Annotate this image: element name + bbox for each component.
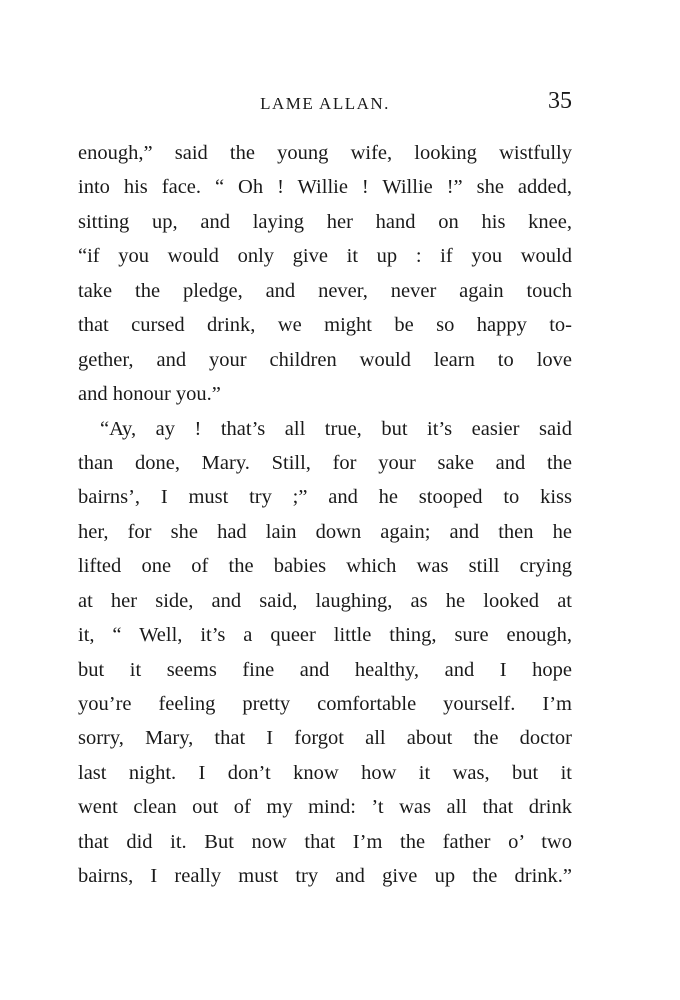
text-line: at her side, and said, laughing, as he looked at <box>78 589 572 612</box>
text-line: last night. I don’t know how it was, but it <box>78 761 572 784</box>
text-line: you’re feeling pretty comfortable yourself. I’m <box>78 693 572 715</box>
text-line: into his face. “ Oh ! Willie ! Willie !” she added, <box>78 176 572 199</box>
text-line: that cursed drink, we might be so happy to- <box>78 314 572 337</box>
text-line: went clean out of my mind: ’t was all that drink <box>78 796 572 819</box>
text-line: but it seems fine and healthy, and I hope <box>78 658 572 681</box>
text-line: bairns, I really must try and give up the drink.” <box>78 865 572 888</box>
text-line: take the pledge, and never, never again touch <box>78 279 572 302</box>
text-line: that did it. But now that I’m the father o’ two <box>78 830 572 853</box>
text-line: it, “ Well, it’s a queer little thing, sure enough, <box>78 624 572 647</box>
text-line: bairns’, I must try ;” and he stooped to kiss <box>78 486 572 509</box>
running-title: LAME ALLAN. <box>260 94 390 113</box>
text-line: gether, and your children would learn to love <box>78 348 572 371</box>
text-line: and honour you.” <box>78 383 221 406</box>
text-line: than done, Mary. Still, for your sake and the <box>78 451 572 474</box>
text-line: sitting up, and laying her hand on his knee, <box>78 210 572 233</box>
running-head <box>78 88 572 118</box>
text-line: lifted one of the babies which was still crying <box>78 555 572 578</box>
text-line: sorry, Mary, that I forgot all about the doctor <box>78 727 572 750</box>
text-line: “Ay, ay ! that’s all true, but it’s easier said <box>100 417 572 440</box>
body-text <box>78 136 572 894</box>
text-line: enough,” said the young wife, looking wistfully <box>78 142 572 164</box>
text-line: her, for she had lain down again; and then he <box>78 520 572 543</box>
text-line: “if you would only give it up : if you would <box>78 245 572 268</box>
page-number: 35 <box>548 88 572 114</box>
